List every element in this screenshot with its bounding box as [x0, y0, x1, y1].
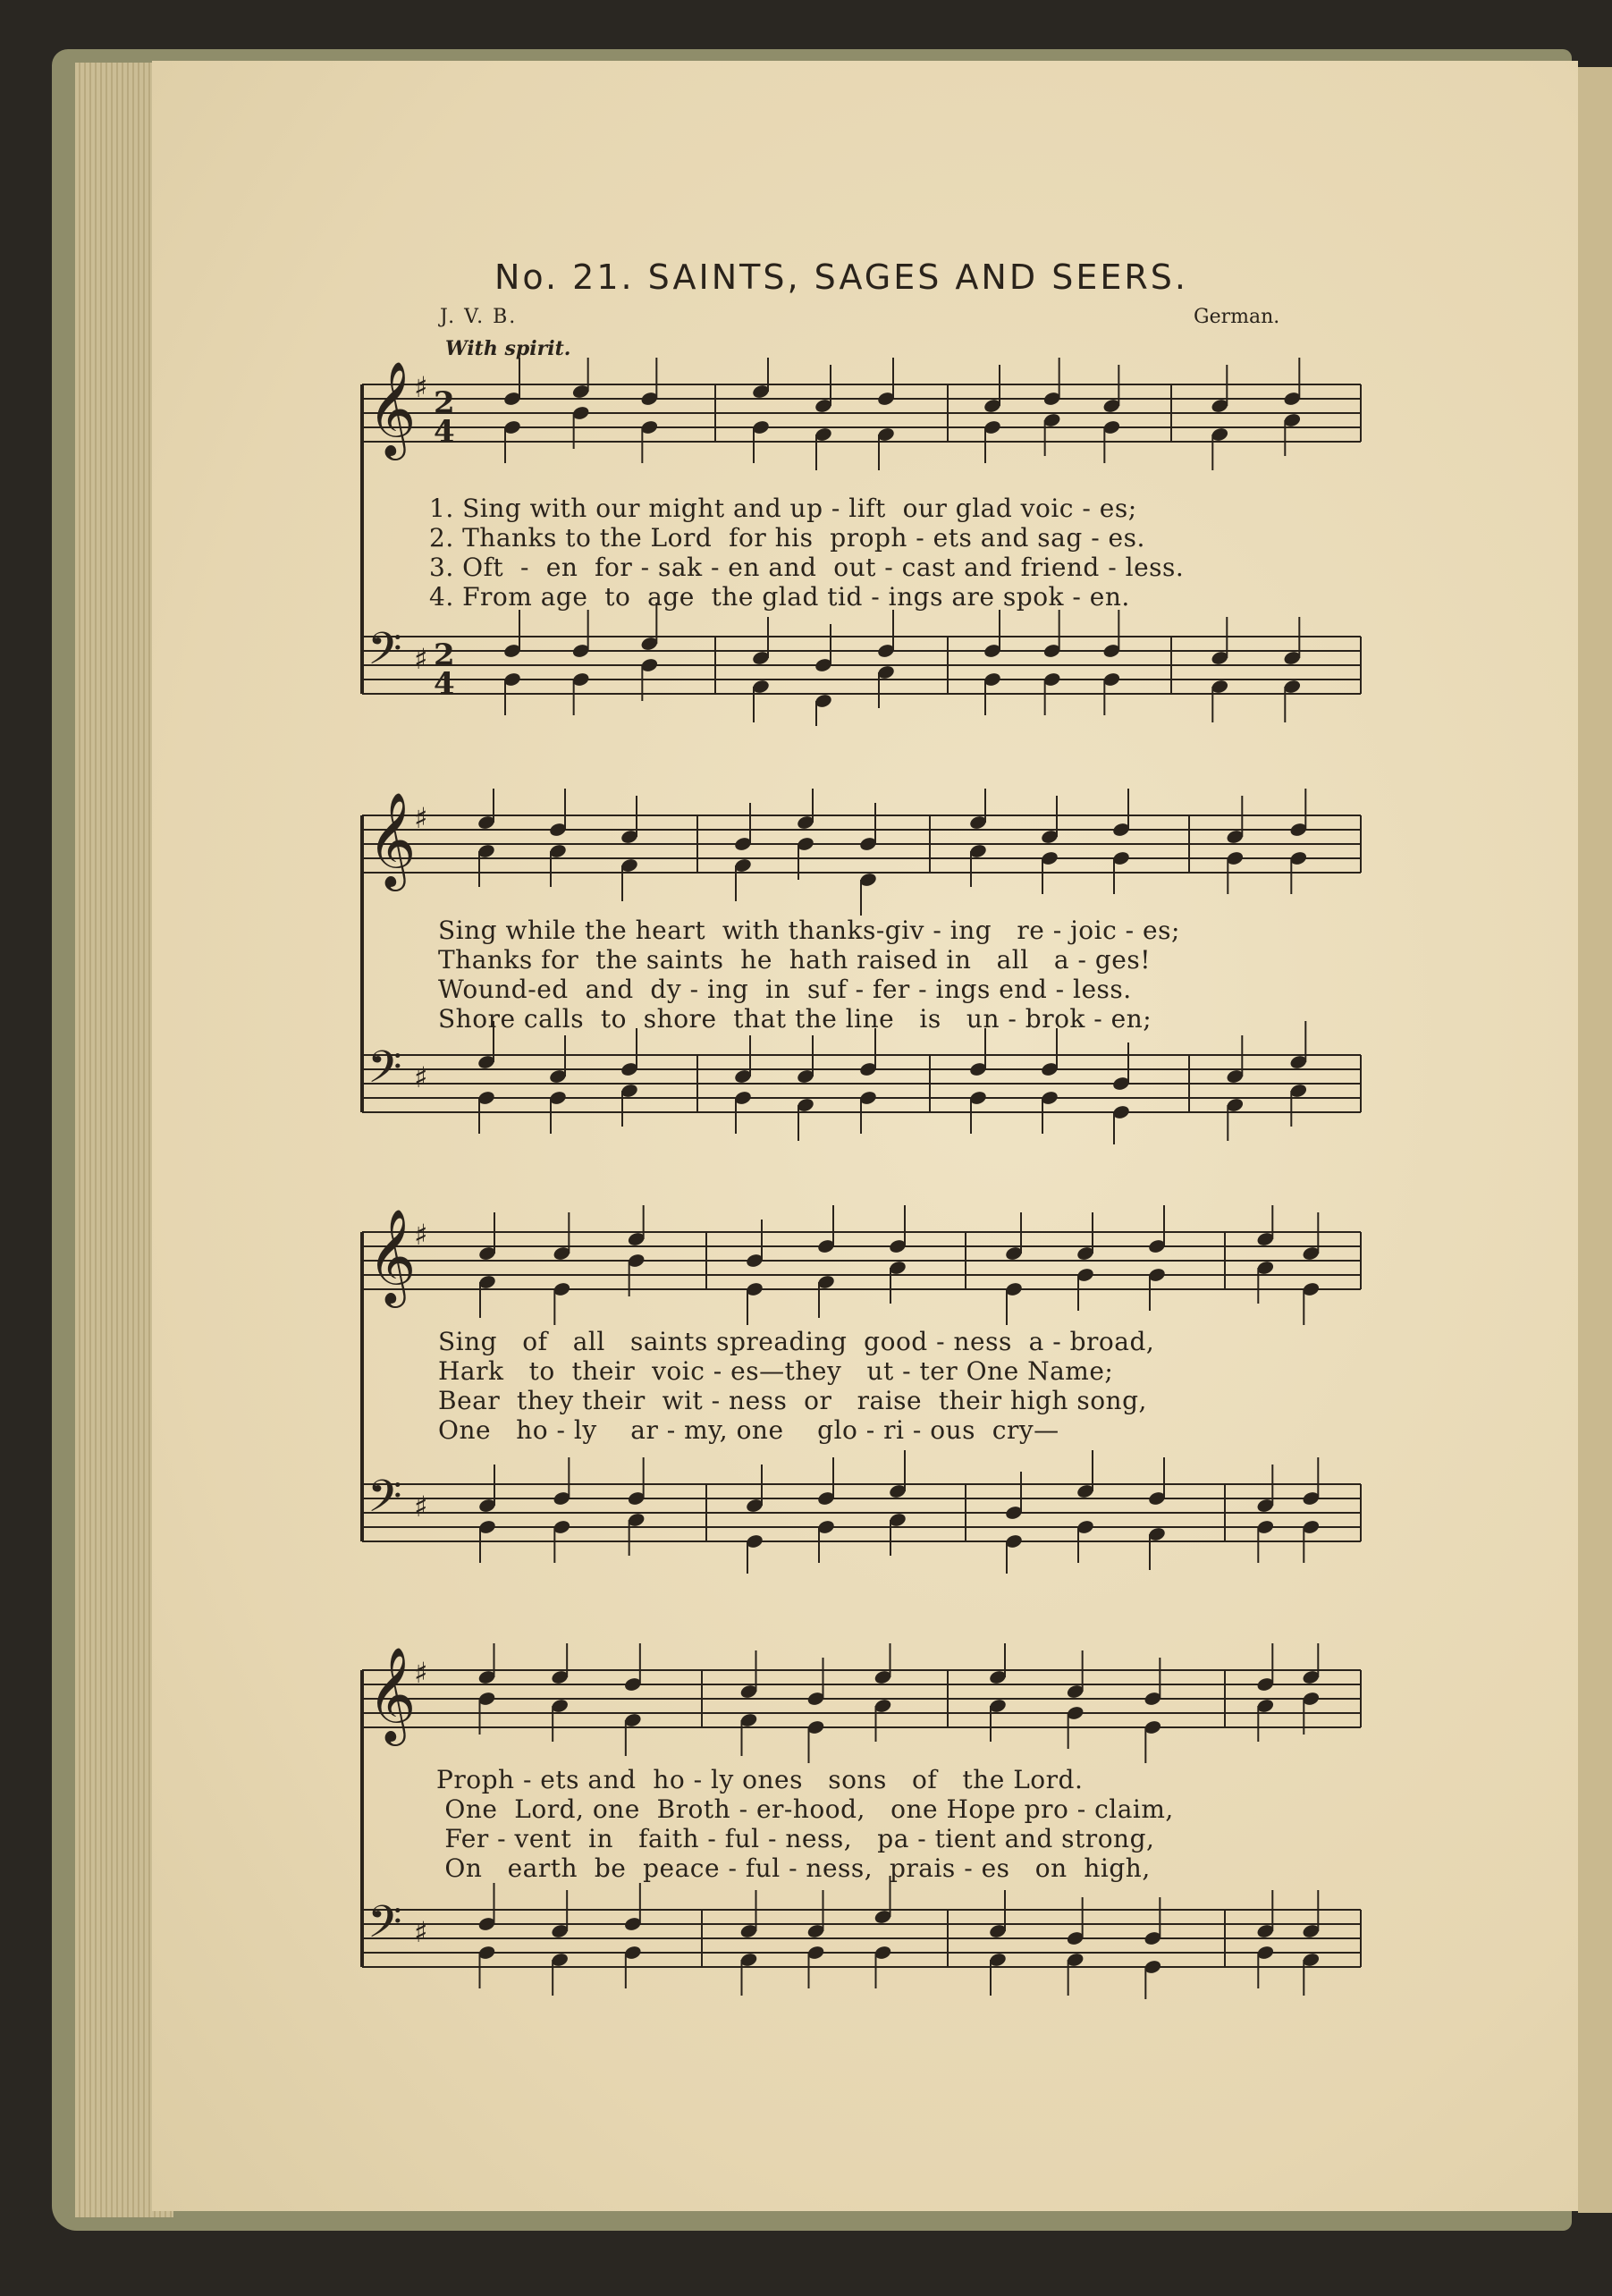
lyric-line: Wound-ed and dy - ing in suf - fer - ings end - less.: [438, 975, 1132, 1004]
hymn-title: No. 21. SAINTS, SAGES AND SEERS.: [494, 257, 1188, 297]
key-signature-sharp-icon: ♯: [414, 642, 428, 676]
tune-origin: German.: [1194, 306, 1280, 328]
bass-clef-icon: 𝄢: [367, 1471, 402, 1533]
bass-clef-icon: 𝄢: [367, 1896, 402, 1959]
lyric-line: Bear they their wit - ness or raise their high song,: [438, 1386, 1147, 1415]
lyric-line: One Lord, one Broth - er-hood, one Hope pro - claim,: [436, 1794, 1174, 1824]
bass-clef-icon: 𝄢: [367, 1042, 402, 1104]
lyric-line: On earth be peace - ful - ness, prais - es on high,: [436, 1853, 1151, 1883]
lyric-line: Hark to their voic - es—they ut - ter One Name;: [438, 1356, 1114, 1386]
lyric-line: 2. Thanks to the Lord for his proph - ets and sag - es.: [429, 523, 1145, 553]
time-signature-top: 2: [434, 637, 455, 673]
key-signature-sharp-icon: ♯: [414, 1490, 428, 1524]
lyric-line: 1. Sing with our might and up - lift our glad voic - es;: [429, 494, 1137, 523]
bass-staff: [362, 623, 1361, 702]
lyric-line: Thanks for the saints he hath raised in all a - ges!: [438, 945, 1151, 975]
treble-clef-icon: 𝄞: [367, 360, 417, 456]
bass-staff: [362, 1896, 1361, 1967]
lyric-line: 4. From age to age the glad tid - ings are spok - en.: [429, 582, 1130, 612]
tempo-marking: With spirit.: [445, 337, 571, 360]
lyric-line: 3. Oft - en for - sak - en and out - cast and friend - less.: [429, 553, 1185, 582]
author-credit: J. V. B.: [440, 306, 518, 328]
lyric-line: One ho - ly ar - my, one glo - ri - ous cry—: [438, 1415, 1059, 1445]
time-signature-bottom: 4: [434, 666, 455, 702]
lyric-line: Fer - vent in faith - ful - ness, pa - tient and strong,: [436, 1824, 1155, 1853]
treble-staff: [362, 1646, 1361, 1746]
lyric-line: Sing of all saints spreading good - ness a - broad,: [438, 1327, 1155, 1356]
key-signature-sharp-icon: ♯: [414, 801, 428, 835]
bass-staff: [362, 1471, 1361, 1541]
treble-staff: [362, 360, 1361, 460]
treble-staff: [362, 1208, 1361, 1308]
bass-clef-icon: 𝄢: [367, 623, 402, 686]
lyric-line: Shore calls to shore that the line is un - brok - en;: [438, 1004, 1152, 1034]
treble-clef-icon: 𝄞: [367, 791, 417, 887]
treble-clef-icon: 𝄞: [367, 1646, 417, 1742]
key-signature-sharp-icon: ♯: [414, 370, 428, 404]
facing-page-edge: [1578, 67, 1612, 2213]
treble-clef-icon: 𝄞: [367, 1208, 417, 1304]
key-signature-sharp-icon: ♯: [414, 1060, 428, 1094]
treble-staff: [362, 791, 1361, 891]
key-signature-sharp-icon: ♯: [414, 1915, 428, 1949]
key-signature-sharp-icon: ♯: [414, 1218, 428, 1252]
key-signature-sharp-icon: ♯: [414, 1656, 428, 1690]
lyric-line: Proph - ets and ho - ly ones sons of the Lord.: [436, 1765, 1084, 1794]
time-signature-top: 2: [434, 385, 455, 421]
lyric-line: Sing while the heart with thanks-giv - ing re - joic - es;: [438, 916, 1180, 945]
time-signature-bottom: 4: [434, 414, 455, 450]
